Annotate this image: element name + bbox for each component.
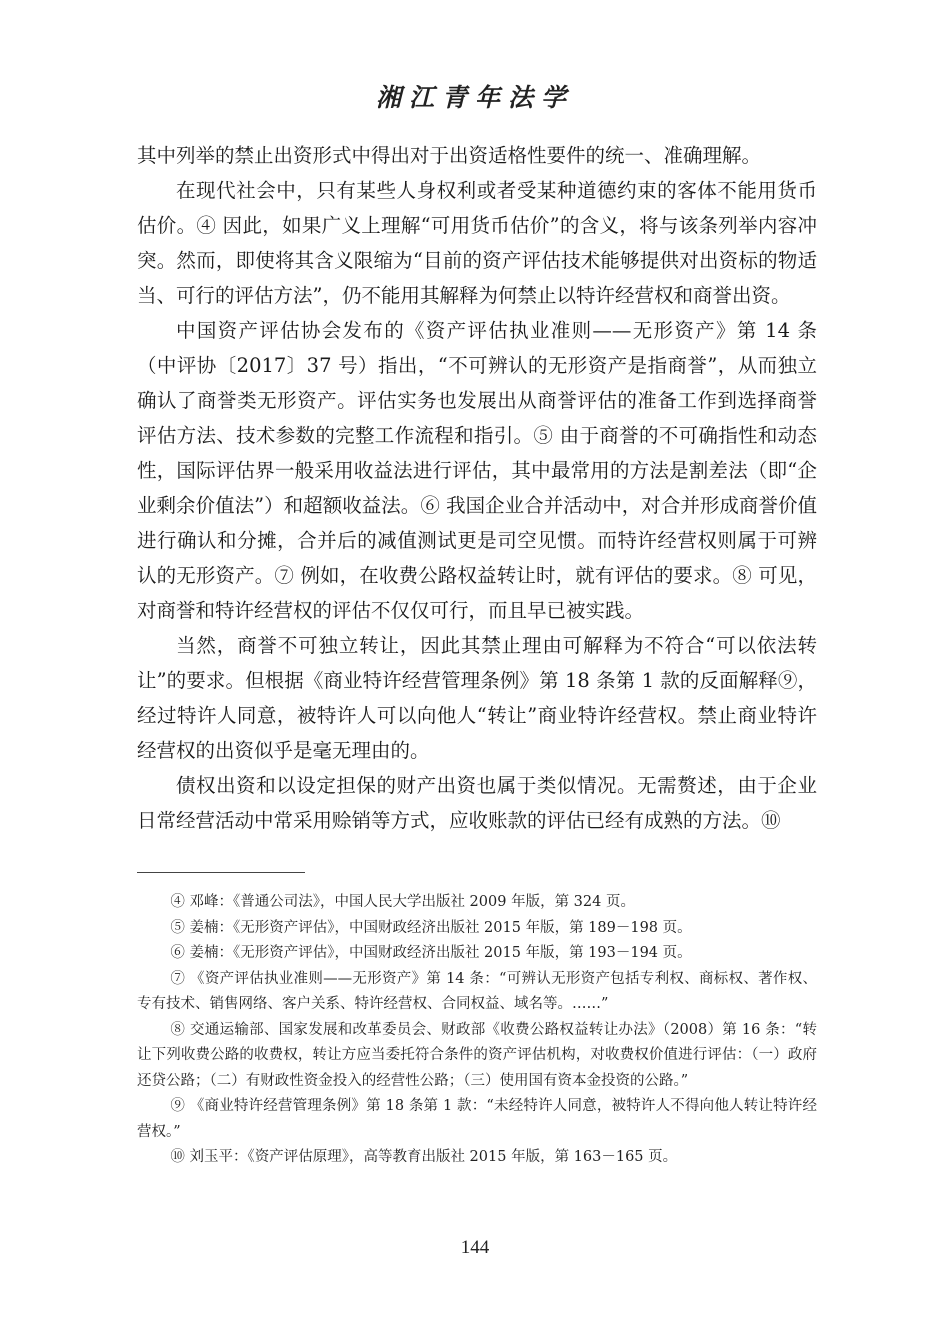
journal-header: 湘江青年法学 [375, 83, 574, 112]
footnote: ⑨ 《商业特许经营管理条例》第 18 条第 1 款：“未经特许人同意，被特许人不得向他人转让特许经营权。” [137, 1098, 817, 1140]
body-paragraph: 其中列举的禁止出资形式中得出对于出资适格性要件的统一、准确理解。 [137, 144, 762, 167]
footnote-divider [137, 872, 305, 873]
body-text [137, 138, 817, 838]
footnote: ⑧ 交通运输部、国家发展和改革委员会、财政部《收费公路权益转让办法》（2008）第 16 条：“转让下列收费公路的收费权，转让方应当委托符合条件的资产评估机构，对收费权价值进行评估：（一）政府还贷公路；（二）有财政性资金投入的经营性公路；（三）使用国有资本金投资的公路。” [137, 1021, 817, 1089]
footnotes [137, 890, 817, 1171]
body-paragraph: 中国资产评估协会发布的《资产评估执业准则——无形资产》第 14 条（中评协〔2017〕37 号）指出，“不可辨认的无形资产是指商誉”，从而独立确认了商誉类无形资产。评估实务也发展出从商誉评估的准备工作到选择商誉评估方法、技术参数的完整工作流程和指引。⑤ 由于商誉的不可确指性和动态性，国际评估界一般采用收益法进行评估，其中最常用的方法是割差法（即“企业剩余价值法”）和超额收益法。⑥ 我国企业合并活动中，对合并形成商誉价值进行确认和分摊，合并后的减值测试更是司空见惯。而特许经营权则属于可辨认的无形资产。⑦ 例如，在收费公路权益转让时，就有评估的要求。⑧ 可见，对商誉和特许经营权的评估不仅仅可行，而且早已被实践。 [137, 319, 817, 622]
footnote: ⑥ 姜楠：《无形资产评估》，中国财政经济出版社 2015 年版，第 193－194 页。 [170, 945, 692, 961]
body-paragraph: 当然，商誉不可独立转让，因此其禁止理由可解释为不符合“可以依法转让”的要求。但根据《商业特许经营管理条例》第 18 条第 1 款的反面解释⑨，经过特许人同意，被特许人可以向他人“转让”商业特许经营权。禁止商业特许经营权的出资似乎是毫无理由的。 [137, 634, 817, 762]
body-paragraph: 债权出资和以设定担保的财产出资也属于类似情况。无需赘述，由于企业日常经营活动中常采用赊销等方式，应收账款的评估已经有成熟的方法。⑩ [137, 774, 817, 832]
footnote: ⑩ 刘玉平：《资产评估原理》，高等教育出版社 2015 年版，第 163－165 页。 [170, 1149, 678, 1165]
footnote: ④ 邓峰：《普通公司法》，中国人民大学出版社 2009 年版，第 324 页。 [170, 894, 635, 910]
page-number: 144 [460, 1237, 490, 1258]
footnote: ⑤ 姜楠：《无形资产评估》，中国财政经济出版社 2015 年版，第 189－198 页。 [170, 919, 692, 936]
footnote: ⑦ 《资产评估执业准则——无形资产》第 14 条：“可辨认无形资产包括专利权、商标权、著作权、专有技术、销售网络、客户关系、特许经营权、合同权益、域名等。……” [137, 970, 817, 1012]
body-paragraph: 在现代社会中，只有某些人身权利或者受某种道德约束的客体不能用货币估价。④ 因此，如果广义上理解“可用货币估价”的含义，将与该条列举内容冲突。然而，即使将其含义限缩为“目前的资产评估技术能够提供对出资标的物适当、可行的评估方法”，仍不能用其解释为何禁止以特许经营权和商誉出资。 [137, 179, 817, 307]
